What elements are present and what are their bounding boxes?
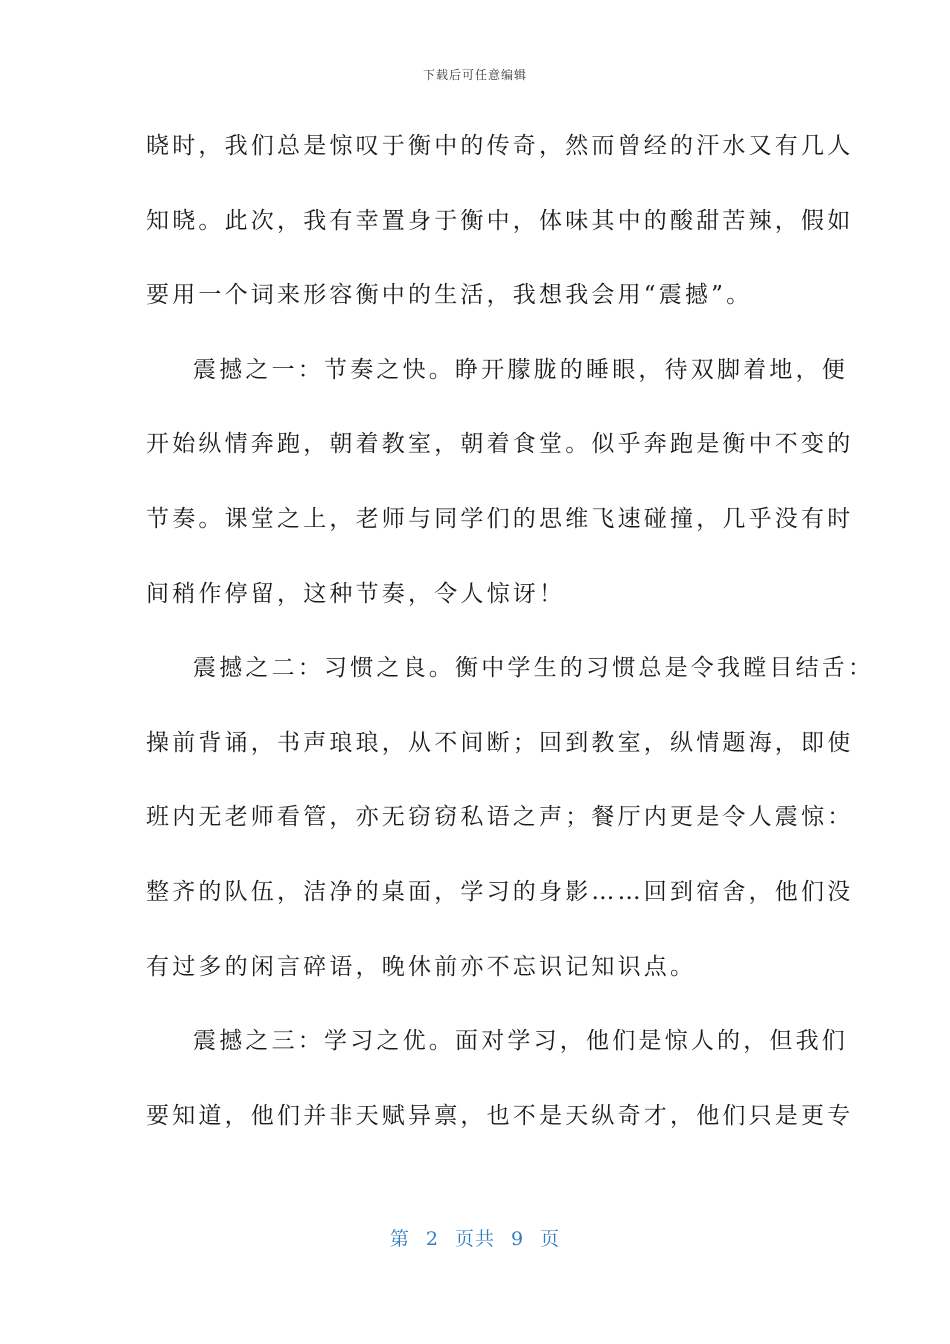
- text-line: 间稍作停留，这种节奏，令人惊讶！: [146, 580, 566, 607]
- text-line: 知晓。此次，我有幸置身于衡中，体味其中的酸甜苦辣，假如: [146, 207, 854, 234]
- paragraph-start-line: 震撼之一：节奏之快。睁开朦胧的睡眼，待双脚着地，便: [193, 356, 848, 383]
- page-number: 2: [425, 1228, 439, 1250]
- paragraph-start-line: 震撼之三：学习之优。面对学习，他们是惊人的，但我们: [193, 1028, 848, 1055]
- text-line: 要用一个词来形容衡中的生活，我想我会用“震撼”。: [146, 282, 753, 309]
- page-header: 下载后可任意编辑: [422, 68, 527, 82]
- page-footer: [0, 1224, 950, 1251]
- text-line: 有过多的闲言碎语，晚休前亦不忘识记知识点。: [146, 953, 697, 980]
- text-line: 班内无老师看管，亦无窃窃私语之声；餐厅内更是令人震惊：: [146, 804, 854, 831]
- footer-suffix: 页: [540, 1228, 561, 1250]
- text-line: 整齐的队伍，洁净的桌面，学习的身影……回到宿舍，他们没: [146, 878, 854, 905]
- text-line: 晓时，我们总是惊叹于衡中的传奇，然而曾经的汗水又有几人: [146, 133, 854, 159]
- text-line: 开始纵情奔跑，朝着教室，朝着食堂。似乎奔跑是衡中不变的: [146, 431, 854, 458]
- total-pages: 9: [511, 1228, 525, 1250]
- footer-prefix: 第: [389, 1228, 410, 1250]
- text-line: 操前背诵，书声琅琅，从不间断；回到教室，纵情题海，即使: [146, 729, 854, 756]
- document-body: [146, 118, 875, 1162]
- text-line: 节奏。课堂之上，老师与同学们的思维飞速碰撞，几乎没有时: [146, 505, 854, 532]
- footer-middle: 页共: [454, 1228, 495, 1250]
- text-line: 要知道，他们并非天赋异禀，也不是天纵奇才，他们只是更专: [146, 1102, 854, 1129]
- paragraph-start-line: 震撼之二：习惯之良。衡中学生的习惯总是令我瞠目结舌：: [193, 655, 875, 682]
